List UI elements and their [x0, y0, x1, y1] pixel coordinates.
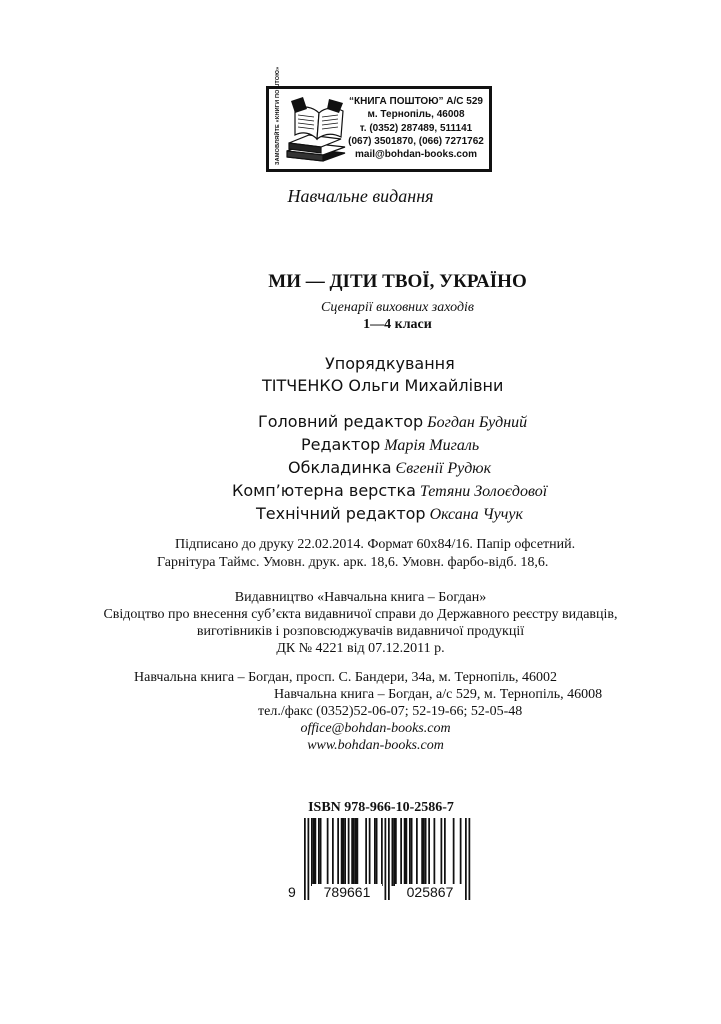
- barcode-bar: [357, 818, 359, 886]
- barcode-bar: [423, 818, 425, 886]
- barcode-bar: [348, 818, 350, 886]
- barcode-bar: [416, 818, 418, 886]
- stamp-line: “КНИГА ПОШТОЮ” А/С 529: [349, 96, 483, 107]
- publisher-line: Свідоцтво про внесення суб’єкта видавничої справи до Державного реєстру видавців,: [103, 607, 618, 622]
- publisher-line: виготівників і розповсюджувачів видавничої продукції: [196, 624, 525, 639]
- barcode-bar: [351, 818, 353, 886]
- barcode-bar: [313, 818, 315, 886]
- publisher-line: Видавництво «Навчальна книга – Богдан»: [234, 590, 487, 605]
- barcode-bar: [385, 818, 387, 900]
- print-info-line: Гарнітура Таймс. Умовн. друк. арк. 18,6. Умовн. фарбо-відб. 18,6.: [157, 555, 549, 570]
- contact-line: Навчальна книга – Богдан, а/с 529, м. Тернопіль, 46008: [274, 687, 603, 702]
- barcode-bar: [411, 818, 413, 886]
- stamp-line: (067) 3501870, (066) 7271762: [348, 135, 484, 147]
- compiler-name: ТІТЧЕНКО Ольги Михайлівни: [262, 376, 504, 395]
- isbn: ISBN 978-966-10-2586-7: [308, 800, 454, 815]
- barcode-bar: [365, 818, 367, 886]
- website-link[interactable]: www.bohdan-books.com: [307, 738, 444, 753]
- credit-tech-editor: [256, 504, 523, 524]
- barcode-bar: [344, 818, 346, 886]
- barcode-bar: [353, 818, 355, 886]
- barcode-bar: [400, 818, 402, 886]
- credit-name: Тетяни Золоєдової: [419, 483, 548, 500]
- books-icon: [283, 95, 351, 165]
- barcode-bar: [311, 818, 313, 886]
- barcode-bar: [425, 818, 427, 886]
- barcode-bar: [315, 818, 317, 886]
- credit-layout: [232, 481, 547, 501]
- credit-role: Редактор: [301, 435, 381, 454]
- book-title: МИ — ДІТИ ТВОЇ, УКРАЇНО: [268, 271, 527, 292]
- barcode-bar: [318, 818, 320, 886]
- barcode-bar: [308, 818, 310, 900]
- edition-type: Навчальне видання: [287, 186, 434, 206]
- barcode-bar: [388, 818, 390, 900]
- credit-name: Марія Мигаль: [384, 437, 480, 454]
- barcode-bar: [355, 818, 357, 886]
- credit-chief-editor: [258, 412, 527, 432]
- stamp-line: м. Тернопіль, 46008: [367, 109, 465, 121]
- barcode-bar: [337, 818, 339, 886]
- barcode-bar: [404, 818, 406, 886]
- credit-name: Оксана Чучук: [429, 506, 523, 523]
- isbn-barcode: [286, 818, 476, 900]
- barcode-bar: [332, 818, 334, 886]
- barcode-bar: [392, 818, 394, 886]
- barcode-bar: [369, 818, 371, 886]
- credit-name: Богдан Будний: [427, 414, 528, 431]
- credit-role: Технічний редактор: [256, 504, 426, 523]
- contact-line: тел./факс (0352)52-06-07; 52-19-66; 52-05-48: [258, 704, 523, 719]
- barcode-bar: [343, 818, 345, 886]
- barcode-bar: [341, 818, 343, 886]
- barcode-bar: [465, 818, 467, 900]
- barcode-bar: [453, 818, 455, 886]
- stamp-email: mail@bohdan-books.com: [355, 149, 477, 161]
- credit-editor: [301, 435, 479, 455]
- barcode-right-digits: 025867: [395, 884, 465, 900]
- barcode-bar: [441, 818, 443, 886]
- credit-role: Комп’ютерна верстка: [232, 481, 416, 500]
- barcode-bar: [320, 818, 322, 886]
- book-subtitle: Сценарії виховних заходів: [321, 300, 474, 315]
- grade-range: 1—4 класи: [363, 317, 432, 332]
- credit-role: Обкладинка: [288, 458, 392, 477]
- barcode-bar: [421, 818, 423, 886]
- contact-line: Навчальна книга – Богдан, просп. С. Бандери, 34а, м. Тернопіль, 46002: [134, 670, 558, 685]
- credit-name: Євгенії Рудюк: [395, 460, 492, 477]
- barcode-bar: [376, 818, 378, 886]
- barcode-bar: [444, 818, 446, 886]
- barcode-bar: [469, 818, 471, 900]
- barcode-first-digit: 9: [288, 884, 296, 900]
- credit-role: Головний редактор: [258, 412, 424, 431]
- barcode-bar: [434, 818, 436, 886]
- barcode-bar: [460, 818, 462, 886]
- email-link[interactable]: office@bohdan-books.com: [300, 721, 451, 736]
- barcode-bar: [327, 818, 329, 886]
- barcode-bar: [406, 818, 408, 886]
- barcode-bar: [428, 818, 430, 886]
- publisher-line: ДК № 4221 від 07.12.2011 р.: [276, 641, 445, 656]
- barcode-bar: [374, 818, 376, 886]
- barcode-bar: [395, 818, 397, 886]
- barcode-bar: [393, 818, 395, 886]
- mail-order-stamp: [266, 66, 492, 172]
- barcode-left-digits: 789661: [312, 884, 382, 900]
- credit-cover: [288, 458, 491, 478]
- stamp-side-text: ЗАМОВЛЯЙТЕ «КНИГИ ПОШТОЮ»: [275, 66, 281, 165]
- compiler-label: Упорядкування: [325, 354, 455, 373]
- barcode-bar: [381, 818, 383, 886]
- stamp-line: т. (0352) 287489, 511141: [359, 122, 473, 134]
- barcode-bar: [304, 818, 306, 900]
- barcode-bar: [409, 818, 411, 886]
- stamp-text: [343, 95, 489, 161]
- print-info-line: Підписано до друку 22.02.2014. Формат 60х84/16. Папір офсетний.: [175, 537, 576, 552]
